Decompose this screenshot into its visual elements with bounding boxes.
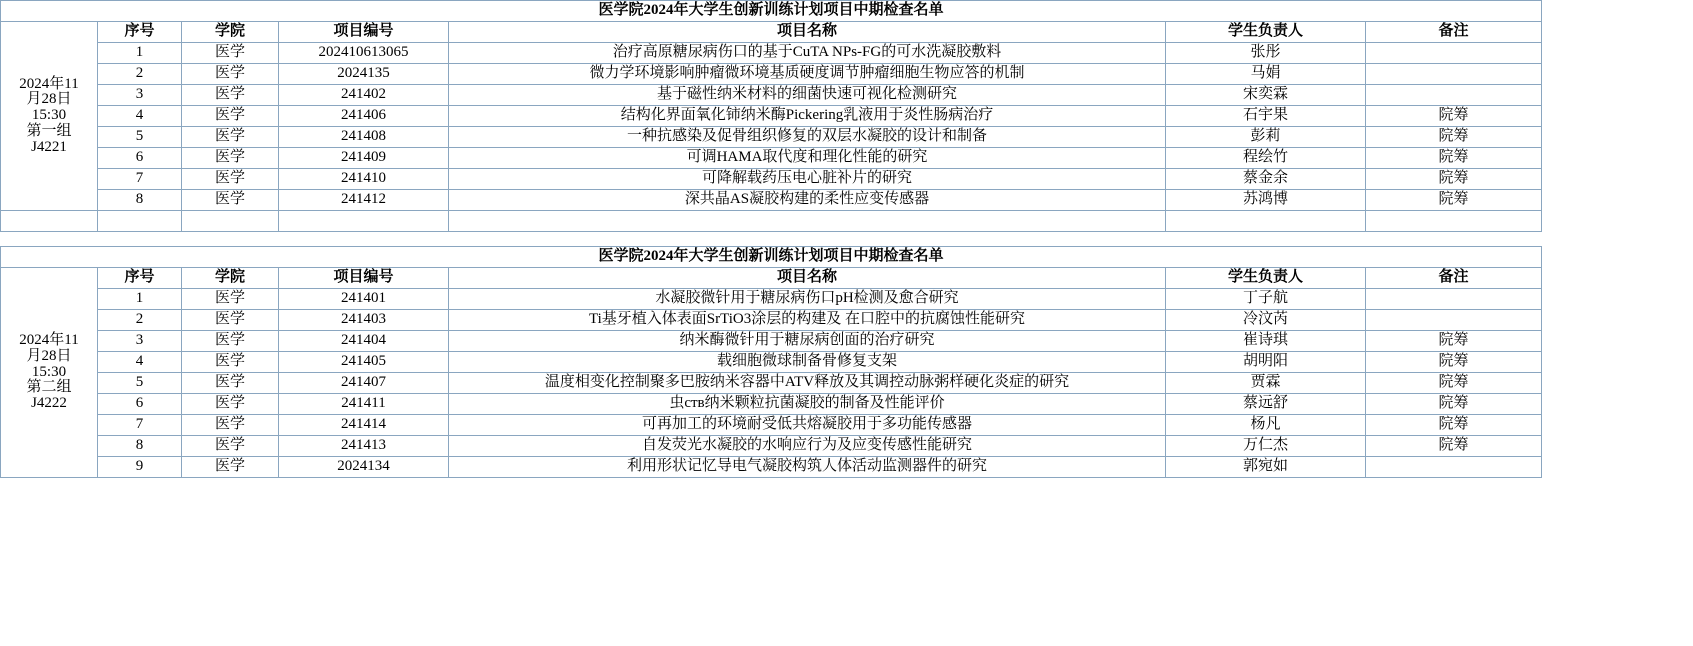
group-line: 月28日 xyxy=(26,91,72,108)
cell-no: 1 xyxy=(98,289,182,310)
table-title-row xyxy=(1,1,1542,22)
table-row xyxy=(1,394,1542,415)
cell-project-code: 241409 xyxy=(279,148,449,169)
group-line: 月28日 xyxy=(26,347,72,364)
table-title: 医学院2024年大学生创新训练计划项目中期检查名单 xyxy=(1,247,1542,268)
cell-college: 医学 xyxy=(182,373,279,394)
cell-college: 医学 xyxy=(182,190,279,211)
cell-college: 医学 xyxy=(182,415,279,436)
cell-no: 9 xyxy=(98,457,182,478)
table-title-row xyxy=(1,247,1542,268)
column-header-remark: 备注 xyxy=(1366,22,1542,43)
table-row xyxy=(1,64,1542,85)
cell-student-leader: 冷汶芮 xyxy=(1166,310,1366,331)
cell-project-name: 一种抗感染及促骨组织修复的双层水凝胶的设计和制备 xyxy=(449,127,1166,148)
cell-project-code: 241411 xyxy=(279,394,449,415)
cell-project-code: 241401 xyxy=(279,289,449,310)
table-row xyxy=(1,127,1542,148)
column-header-student-leader: 学生负责人 xyxy=(1166,268,1366,289)
cell-project-name: Ti基牙植入体表面SrTiO3涂层的构建及 在口腔中的抗腐蚀性能研究 xyxy=(449,310,1166,331)
cell-project-name: 温度相变化控制聚多巴胺纳米容器中ATV释放及其调控动脉粥样硬化炎症的研究 xyxy=(449,373,1166,394)
cell-no: 5 xyxy=(98,373,182,394)
cell-no: 7 xyxy=(98,169,182,190)
column-header-college: 学院 xyxy=(182,268,279,289)
cell-student-leader: 崔诗琪 xyxy=(1166,331,1366,352)
column-header-project-code: 项目编号 xyxy=(279,268,449,289)
cell-remark: 院筹 xyxy=(1366,352,1542,373)
table-row xyxy=(1,352,1542,373)
cell-project-name: 治疗高原糖尿病伤口的基于CuTA NPs-FG的可水洗凝胶敷料 xyxy=(449,43,1166,64)
cell-remark: 院筹 xyxy=(1366,394,1542,415)
cell-remark: 院筹 xyxy=(1366,190,1542,211)
cell-project-name: 自发荧光水凝胶的水响应行为及应变传感性能研究 xyxy=(449,436,1166,457)
cell-empty xyxy=(182,211,279,232)
cell-no: 2 xyxy=(98,64,182,85)
cell-project-name: 水凝胶微针用于糖尿病伤口pH检测及愈合研究 xyxy=(449,289,1166,310)
cell-project-code: 241405 xyxy=(279,352,449,373)
cell-no: 6 xyxy=(98,394,182,415)
cell-student-leader: 贾霖 xyxy=(1166,373,1366,394)
cell-remark xyxy=(1366,85,1542,106)
cell-project-code: 241403 xyxy=(279,310,449,331)
cell-no: 3 xyxy=(98,331,182,352)
cell-project-code: 241407 xyxy=(279,373,449,394)
cell-remark xyxy=(1366,64,1542,85)
group-info-cell xyxy=(1,22,98,211)
cell-student-leader: 万仁杰 xyxy=(1166,436,1366,457)
cell-college: 医学 xyxy=(182,106,279,127)
cell-project-name: 可再加工的环境耐受低共熔凝胶用于多功能传感器 xyxy=(449,415,1166,436)
cell-remark xyxy=(1366,43,1542,64)
cell-student-leader: 杨凡 xyxy=(1166,415,1366,436)
cell-project-name: 结构化界面氧化铈纳米酶Pickering乳液用于炎性肠病治疗 xyxy=(449,106,1166,127)
table-row xyxy=(1,169,1542,190)
table-row xyxy=(1,415,1542,436)
cell-project-name: 可调HAMA取代度和理化性能的研究 xyxy=(449,148,1166,169)
cell-college: 医学 xyxy=(182,331,279,352)
cell-college: 医学 xyxy=(182,394,279,415)
cell-student-leader: 彭莉 xyxy=(1166,127,1366,148)
cell-college: 医学 xyxy=(182,289,279,310)
cell-project-name: 载细胞微球制备骨修复支架 xyxy=(449,352,1166,373)
cell-college: 医学 xyxy=(182,169,279,190)
column-header-project-code: 项目编号 xyxy=(279,22,449,43)
cell-project-code: 241413 xyxy=(279,436,449,457)
cell-student-leader: 胡明阳 xyxy=(1166,352,1366,373)
cell-no: 3 xyxy=(98,85,182,106)
cell-student-leader: 马娟 xyxy=(1166,64,1366,85)
cell-student-leader: 苏鸿博 xyxy=(1166,190,1366,211)
cell-remark xyxy=(1366,289,1542,310)
group-line: 15:30 xyxy=(31,363,67,380)
cell-student-leader: 丁子航 xyxy=(1166,289,1366,310)
table-row xyxy=(1,289,1542,310)
cell-college: 医学 xyxy=(182,85,279,106)
table-header-row xyxy=(1,22,1542,43)
cell-college: 医学 xyxy=(182,352,279,373)
cell-no: 7 xyxy=(98,415,182,436)
group-line: 15:30 xyxy=(31,107,67,124)
cell-empty xyxy=(449,211,1166,232)
cell-student-leader: 宋奕霖 xyxy=(1166,85,1366,106)
group-line: 2024年11 xyxy=(19,75,79,92)
column-header-no: 序号 xyxy=(98,268,182,289)
group-info-cell xyxy=(1,268,98,478)
column-header-project-name: 项目名称 xyxy=(449,268,1166,289)
cell-no: 8 xyxy=(98,436,182,457)
column-header-project-name: 项目名称 xyxy=(449,22,1166,43)
cell-no: 6 xyxy=(98,148,182,169)
cell-no: 2 xyxy=(98,310,182,331)
cell-remark: 院筹 xyxy=(1366,148,1542,169)
group-line: J4221 xyxy=(31,138,67,155)
cell-empty xyxy=(1,211,98,232)
cell-college: 医学 xyxy=(182,127,279,148)
cell-remark: 院筹 xyxy=(1366,106,1542,127)
table-row xyxy=(1,331,1542,352)
cell-remark: 院筹 xyxy=(1366,127,1542,148)
cell-project-code: 241402 xyxy=(279,85,449,106)
cell-no: 8 xyxy=(98,190,182,211)
cell-student-leader: 石宇果 xyxy=(1166,106,1366,127)
cell-remark xyxy=(1366,457,1542,478)
table-title: 医学院2024年大学生创新训练计划项目中期检查名单 xyxy=(1,1,1542,22)
cell-college: 医学 xyxy=(182,64,279,85)
cell-no: 1 xyxy=(98,43,182,64)
cell-project-code: 241410 xyxy=(279,169,449,190)
cell-empty xyxy=(279,211,449,232)
table-row xyxy=(1,190,1542,211)
cell-project-code: 202410613065 xyxy=(279,43,449,64)
cell-remark: 院筹 xyxy=(1366,436,1542,457)
cell-project-name: 可降解载药压电心脏补片的研究 xyxy=(449,169,1166,190)
table-row xyxy=(1,436,1542,457)
cell-college: 医学 xyxy=(182,436,279,457)
cell-remark: 院筹 xyxy=(1366,169,1542,190)
table-row xyxy=(1,148,1542,169)
cell-project-code: 241414 xyxy=(279,415,449,436)
cell-student-leader: 蔡远舒 xyxy=(1166,394,1366,415)
cell-project-code: 241404 xyxy=(279,331,449,352)
cell-college: 医学 xyxy=(182,43,279,64)
cell-project-name: 深共晶AS凝胶构建的柔性应变传感器 xyxy=(449,190,1166,211)
cell-empty xyxy=(1366,211,1542,232)
cell-college: 医学 xyxy=(182,310,279,331)
table-row xyxy=(1,373,1542,394)
table-gap xyxy=(0,232,1693,246)
table-empty-row xyxy=(1,211,1542,232)
cell-remark: 院筹 xyxy=(1366,373,1542,394)
cell-student-leader: 程绘竹 xyxy=(1166,148,1366,169)
cell-empty xyxy=(98,211,182,232)
cell-project-code: 241406 xyxy=(279,106,449,127)
exam-list-table-1 xyxy=(0,0,1542,232)
cell-project-name: 虫ств纳米颗粒抗菌凝胶的制备及性能评价 xyxy=(449,394,1166,415)
table-row xyxy=(1,85,1542,106)
table-row xyxy=(1,457,1542,478)
cell-student-leader: 蔡金余 xyxy=(1166,169,1366,190)
group-line: 第一组 xyxy=(26,122,72,139)
table-row xyxy=(1,43,1542,64)
cell-project-name: 微力学环境影响肿瘤微环境基质硬度调节肿瘤细胞生物应答的机制 xyxy=(449,64,1166,85)
cell-student-leader: 郭宛如 xyxy=(1166,457,1366,478)
group-line: 2024年11 xyxy=(19,332,79,349)
cell-project-code: 241412 xyxy=(279,190,449,211)
cell-college: 医学 xyxy=(182,148,279,169)
table-header-row xyxy=(1,268,1542,289)
cell-student-leader: 张彤 xyxy=(1166,43,1366,64)
cell-project-code: 241408 xyxy=(279,127,449,148)
cell-no: 5 xyxy=(98,127,182,148)
column-header-student-leader: 学生负责人 xyxy=(1166,22,1366,43)
cell-project-name: 基于磁性纳米材料的细菌快速可视化检测研究 xyxy=(449,85,1166,106)
cell-project-code: 2024135 xyxy=(279,64,449,85)
cell-project-name: 纳米酶微针用于糖尿病创面的治疗研究 xyxy=(449,331,1166,352)
cell-project-name: 利用形状记忆导电气凝胶构筑人体活动监测器件的研究 xyxy=(449,457,1166,478)
cell-remark xyxy=(1366,310,1542,331)
column-header-college: 学院 xyxy=(182,22,279,43)
cell-no: 4 xyxy=(98,352,182,373)
table-row xyxy=(1,310,1542,331)
group-line: J4222 xyxy=(31,395,67,412)
cell-project-code: 2024134 xyxy=(279,457,449,478)
table-row xyxy=(1,106,1542,127)
group-line: 第二组 xyxy=(26,379,72,396)
column-header-remark: 备注 xyxy=(1366,268,1542,289)
cell-remark: 院筹 xyxy=(1366,331,1542,352)
column-header-no: 序号 xyxy=(98,22,182,43)
cell-college: 医学 xyxy=(182,457,279,478)
cell-empty xyxy=(1166,211,1366,232)
cell-no: 4 xyxy=(98,106,182,127)
cell-remark: 院筹 xyxy=(1366,415,1542,436)
exam-list-table-2 xyxy=(0,246,1542,478)
